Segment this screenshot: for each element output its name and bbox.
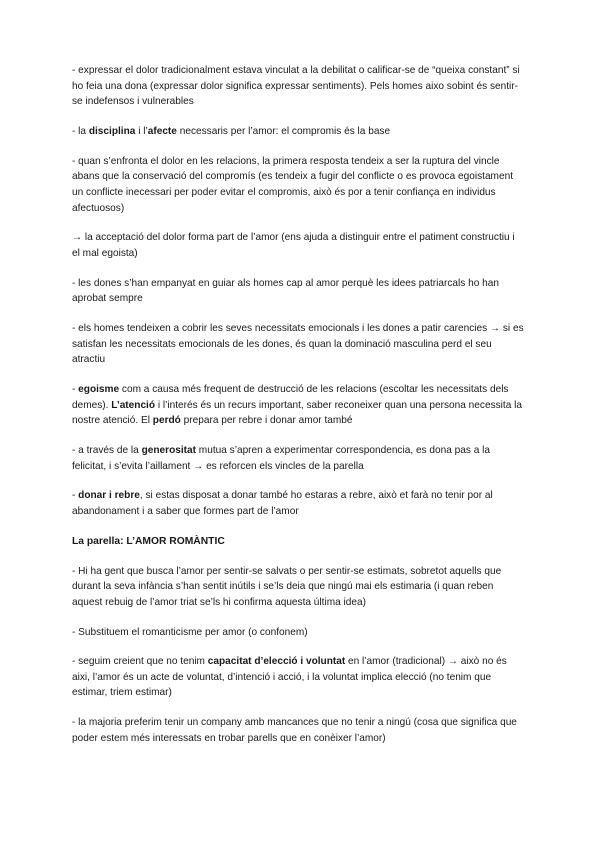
text-run: , si estas disposat a donar també ho estaras a rebre, això et farà no tenir por al abandonament i a saber que formes part de l’amor xyxy=(72,490,493,517)
document-page xyxy=(72,63,524,761)
bold-term: afecte xyxy=(147,125,177,137)
text-run: necessaris per l’amor: el compromis és la base xyxy=(176,125,391,137)
text-run: - els homes tendeixen a cobrir les seves necessitats emocionals i les dones a patir carencies → si es satisfan les necessitats emocionals de les dones, és quan la dominació masculina perd el seu atractiu xyxy=(72,323,524,366)
text-run: prepara per rebre i donar amor també xyxy=(180,415,353,427)
text-run: - la majoria preferim tenir un company amb mancances que no tenir a ningú (cosa que significa que poder estem més interessats en trobar parells que en conèixer l’amor) xyxy=(72,717,517,744)
text-run: - les dones s’han empanyat en guiar als homes cap al amor perquè les idees patriarcals ho han aprobat sempre xyxy=(72,277,499,305)
section-heading: La parella: L’AMOR ROMÀNTIC xyxy=(72,535,225,547)
notes-section xyxy=(72,63,524,520)
paragraph xyxy=(72,625,524,641)
paragraph xyxy=(72,564,524,611)
bold-term: egoisme xyxy=(78,384,120,396)
text-run: - quan s’enfronta el dolor en les relacions, la primera resposta tendeix a ser la ruptura del vincle abans que la conservació del compromís (es tendeix a fugir del conflicte o es provoca egoistament un conflicte inecessari per poder evitar el compromis, això és por a tenir confiança en individus afectuosos) xyxy=(72,155,514,214)
bold-term: generositat xyxy=(141,445,196,456)
paragraph xyxy=(72,321,524,368)
text-run: - expressar el dolor tradicionalment estava vinculat a la debilitat o calificar-se de “queixa constant” si ho feia una dona (expressar dolor significa expressar sentiments). Pels homes aixo sobint és sentir-se indefensos i vulnerables xyxy=(72,65,520,108)
paragraph xyxy=(72,124,524,140)
paragraph xyxy=(72,443,524,474)
text-run: i l’ xyxy=(135,125,148,137)
bold-term: disciplina xyxy=(88,125,136,137)
paragraph xyxy=(72,715,524,746)
text-run: - Hi ha gent que busca l’amor per sentir-se salvats o per sentir-se estimats, sobretot aquells que durant la seva infància s’han sentit inútils i se’ls deia que ningú mai els estimaria (i quan reben aquest rebuig de l’amor triat se’ls hi confirma aquesta última idea) xyxy=(72,565,502,608)
bold-term: perdó xyxy=(152,415,181,427)
paragraph xyxy=(72,654,524,701)
paragraph xyxy=(72,63,524,110)
bold-term: donar i rebre xyxy=(78,490,140,502)
text-run: - Substituem el romanticisme per amor (o confonem) xyxy=(72,626,308,638)
text-run: - a través de la xyxy=(72,445,142,456)
text-run: - seguim creient que no tenim xyxy=(72,656,208,668)
text-run: mutua s’apren a experimentar correspondencia, es dona pas a la felicitat, i s’evita l’aillament → es reforcen els vincles de la parella xyxy=(72,445,491,472)
text-run: → la acceptació del dolor forma part de l’amor (ens ajuda a distinguir entre el patiment constructiu i el mal egoista) xyxy=(72,232,515,259)
text-run: i l’interés és un recurs important, saber reconeixer quan una persona necessita la nostre atenció. El xyxy=(72,399,522,427)
bold-term: L’atenció xyxy=(111,399,156,411)
romantic-love-section xyxy=(72,564,524,747)
paragraph xyxy=(72,488,524,519)
paragraph xyxy=(72,276,524,307)
paragraph xyxy=(72,230,524,261)
text-run: - xyxy=(72,490,79,502)
text-run: com a causa més frequent de destrucció de les relacions (escoltar les necessitats dels demes). xyxy=(72,384,509,411)
paragraph xyxy=(72,382,524,429)
text-run: - xyxy=(72,384,79,396)
text-run: en l’amor (tradicional) → això no és aixi, l’amor és un acte de voluntat, d’intenció i acció, i la voluntat implica elecció (no tenim que estimar, triem estimar) xyxy=(72,656,507,699)
paragraph xyxy=(72,154,524,216)
bold-term: capacitat d’elecció i voluntat xyxy=(207,656,346,668)
text-run: - la xyxy=(72,125,89,137)
